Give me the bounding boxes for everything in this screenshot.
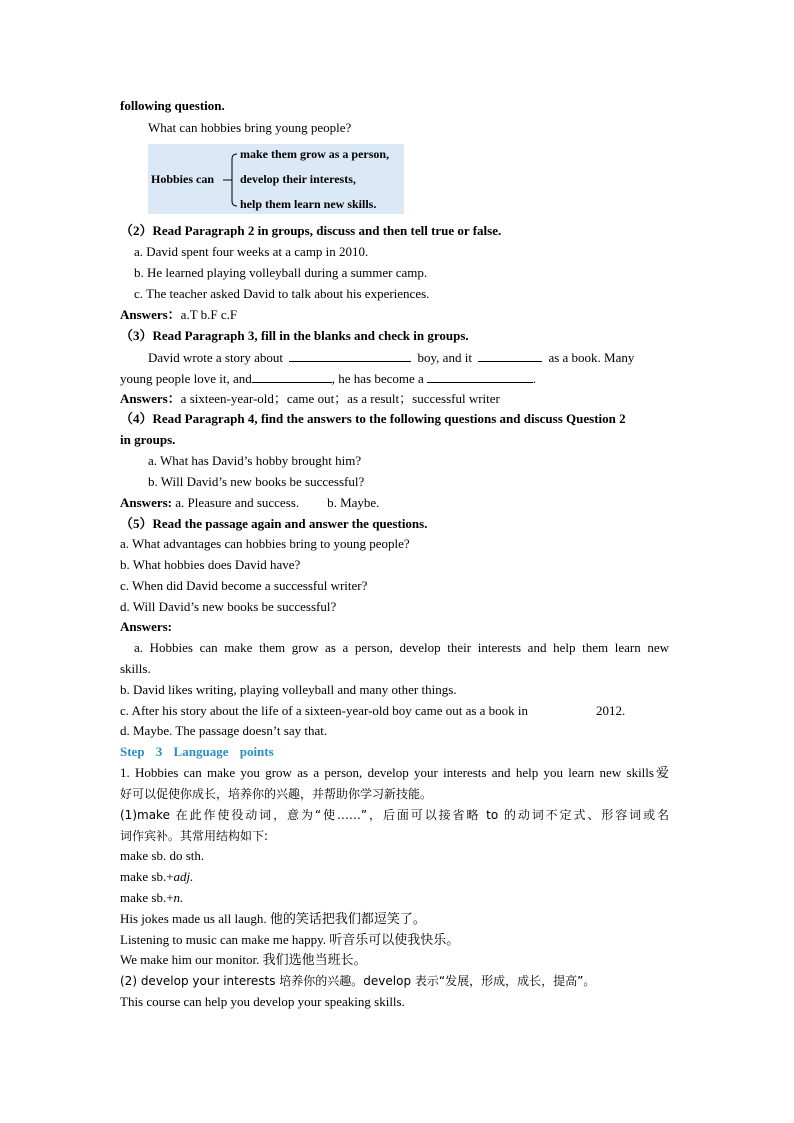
section-heading: in groups. <box>120 432 176 447</box>
fill-line-1 <box>148 349 669 366</box>
answers-label: Answers： <box>120 307 181 322</box>
example-sentence: We make him our monitor. 我们选他当班长。 <box>120 952 367 967</box>
text-fragment: adj. <box>173 869 194 884</box>
language-point: 词作宾补。其常用结构如下: <box>120 829 269 843</box>
answers-text: a sixteen-year-old；came out；as a result；successful writer <box>180 391 500 406</box>
language-point: (1)make 在此作使役动词，意为“使……”，后面可以接省略 to 的动词不定式、形容词或名 <box>120 808 669 822</box>
blank-field[interactable] <box>478 349 542 362</box>
answers-line <box>120 391 500 407</box>
hobby-item: develop their interests, <box>240 172 356 186</box>
text-fragment: . <box>532 371 537 386</box>
list-item: b. What hobbies does David have? <box>120 557 301 572</box>
example-sentence: His jokes made us all laugh. 他的笑话把我们都逗笑了。 <box>120 911 426 926</box>
text-fragment: young people love it, and <box>120 371 252 386</box>
text-fragment: David wrote a story about <box>148 350 284 365</box>
answers-text: a.T b.F c.F <box>180 307 238 322</box>
section-heading: （3）Read Paragraph 3, fill in the blanks and check in groups. <box>120 328 469 343</box>
example-sentence: Listening to music can make me happy. 听音乐可以使我快乐。 <box>120 932 460 947</box>
hobby-item: help them learn new skills. <box>240 197 377 211</box>
answers-line <box>120 495 379 511</box>
hobby-label: Hobbies can <box>151 172 215 186</box>
blank-field[interactable] <box>252 370 332 383</box>
answers-text: b. Maybe. <box>327 495 380 510</box>
language-point: (2) develop your interests 培养你的兴趣。develop 表示“发展，形成，成长，提高”。 <box>120 974 596 988</box>
section-heading: （2）Read Paragraph 2 in groups, discuss and then tell true or false. <box>120 223 502 238</box>
list-item: b. He learned playing volleyball during a summer camp. <box>134 265 428 280</box>
structure-line <box>120 890 183 906</box>
fill-line-2 <box>120 370 536 387</box>
question-hobbies: What can hobbies bring young people? <box>148 120 352 135</box>
answer-text: b. David likes writing, playing volleyball and many other things. <box>120 682 457 697</box>
hobby-item: make them grow as a person, <box>240 147 390 161</box>
text-fragment: n. <box>173 890 184 905</box>
answer-text: 2012. <box>596 703 626 718</box>
answers-label: Answers: <box>120 619 172 634</box>
answers-label: Answers： <box>120 391 181 406</box>
structure-line: make sb. do sth. <box>120 848 205 863</box>
answer-text: skills. <box>120 661 151 676</box>
section-heading: （5）Read the passage again and answer the questions. <box>120 516 428 531</box>
list-item: c. The teacher asked David to talk about his experiences. <box>134 286 430 301</box>
answers-text: a. Pleasure and success. <box>175 495 300 510</box>
answers-line <box>120 307 237 323</box>
text-fragment: as a book. Many <box>548 350 635 365</box>
text-fragment: make sb.+ <box>120 890 174 905</box>
header-line: following question. <box>120 98 225 113</box>
list-item: a. David spent four weeks at a camp in 2010. <box>134 244 369 259</box>
list-item: a. What has David’s hobby brought him? <box>148 453 362 468</box>
list-item: c. When did David become a successful writer? <box>120 578 368 593</box>
text-fragment: make sb.+ <box>120 869 174 884</box>
answers-label: Answers: <box>120 495 172 510</box>
language-point: 好可以促使你成长，培养你的兴趣，并帮助你学习新技能。 <box>120 787 433 801</box>
step-heading: Step 3 Language points <box>120 744 274 759</box>
blank-field[interactable] <box>289 349 411 362</box>
hobby-diagram <box>148 144 404 214</box>
section-heading: （4）Read Paragraph 4, find the answers to the following questions and discuss Question 2 <box>120 411 626 426</box>
text-fragment: , he has become a <box>331 371 424 386</box>
text-fragment: boy, and it <box>417 350 472 365</box>
answer-text: c. After his story about the life of a sixteen-year-old boy came out as a book in <box>120 703 529 718</box>
language-point: 1. Hobbies can make you grow as a person, develop your interests and help you learn new skills爱 <box>120 765 669 780</box>
example-sentence: This course can help you develop your speaking skills. <box>120 994 405 1009</box>
answer-text: a. Hobbies can make them grow as a person, develop their interests and help them learn new <box>134 640 669 655</box>
list-item: d. Will David’s new books be successful? <box>120 599 337 614</box>
list-item: a. What advantages can hobbies bring to young people? <box>120 536 410 551</box>
blank-field[interactable] <box>427 370 533 383</box>
structure-line <box>120 869 193 885</box>
answer-text: d. Maybe. The passage doesn’t say that. <box>120 723 328 738</box>
list-item: b. Will David’s new books be successful? <box>148 474 365 489</box>
